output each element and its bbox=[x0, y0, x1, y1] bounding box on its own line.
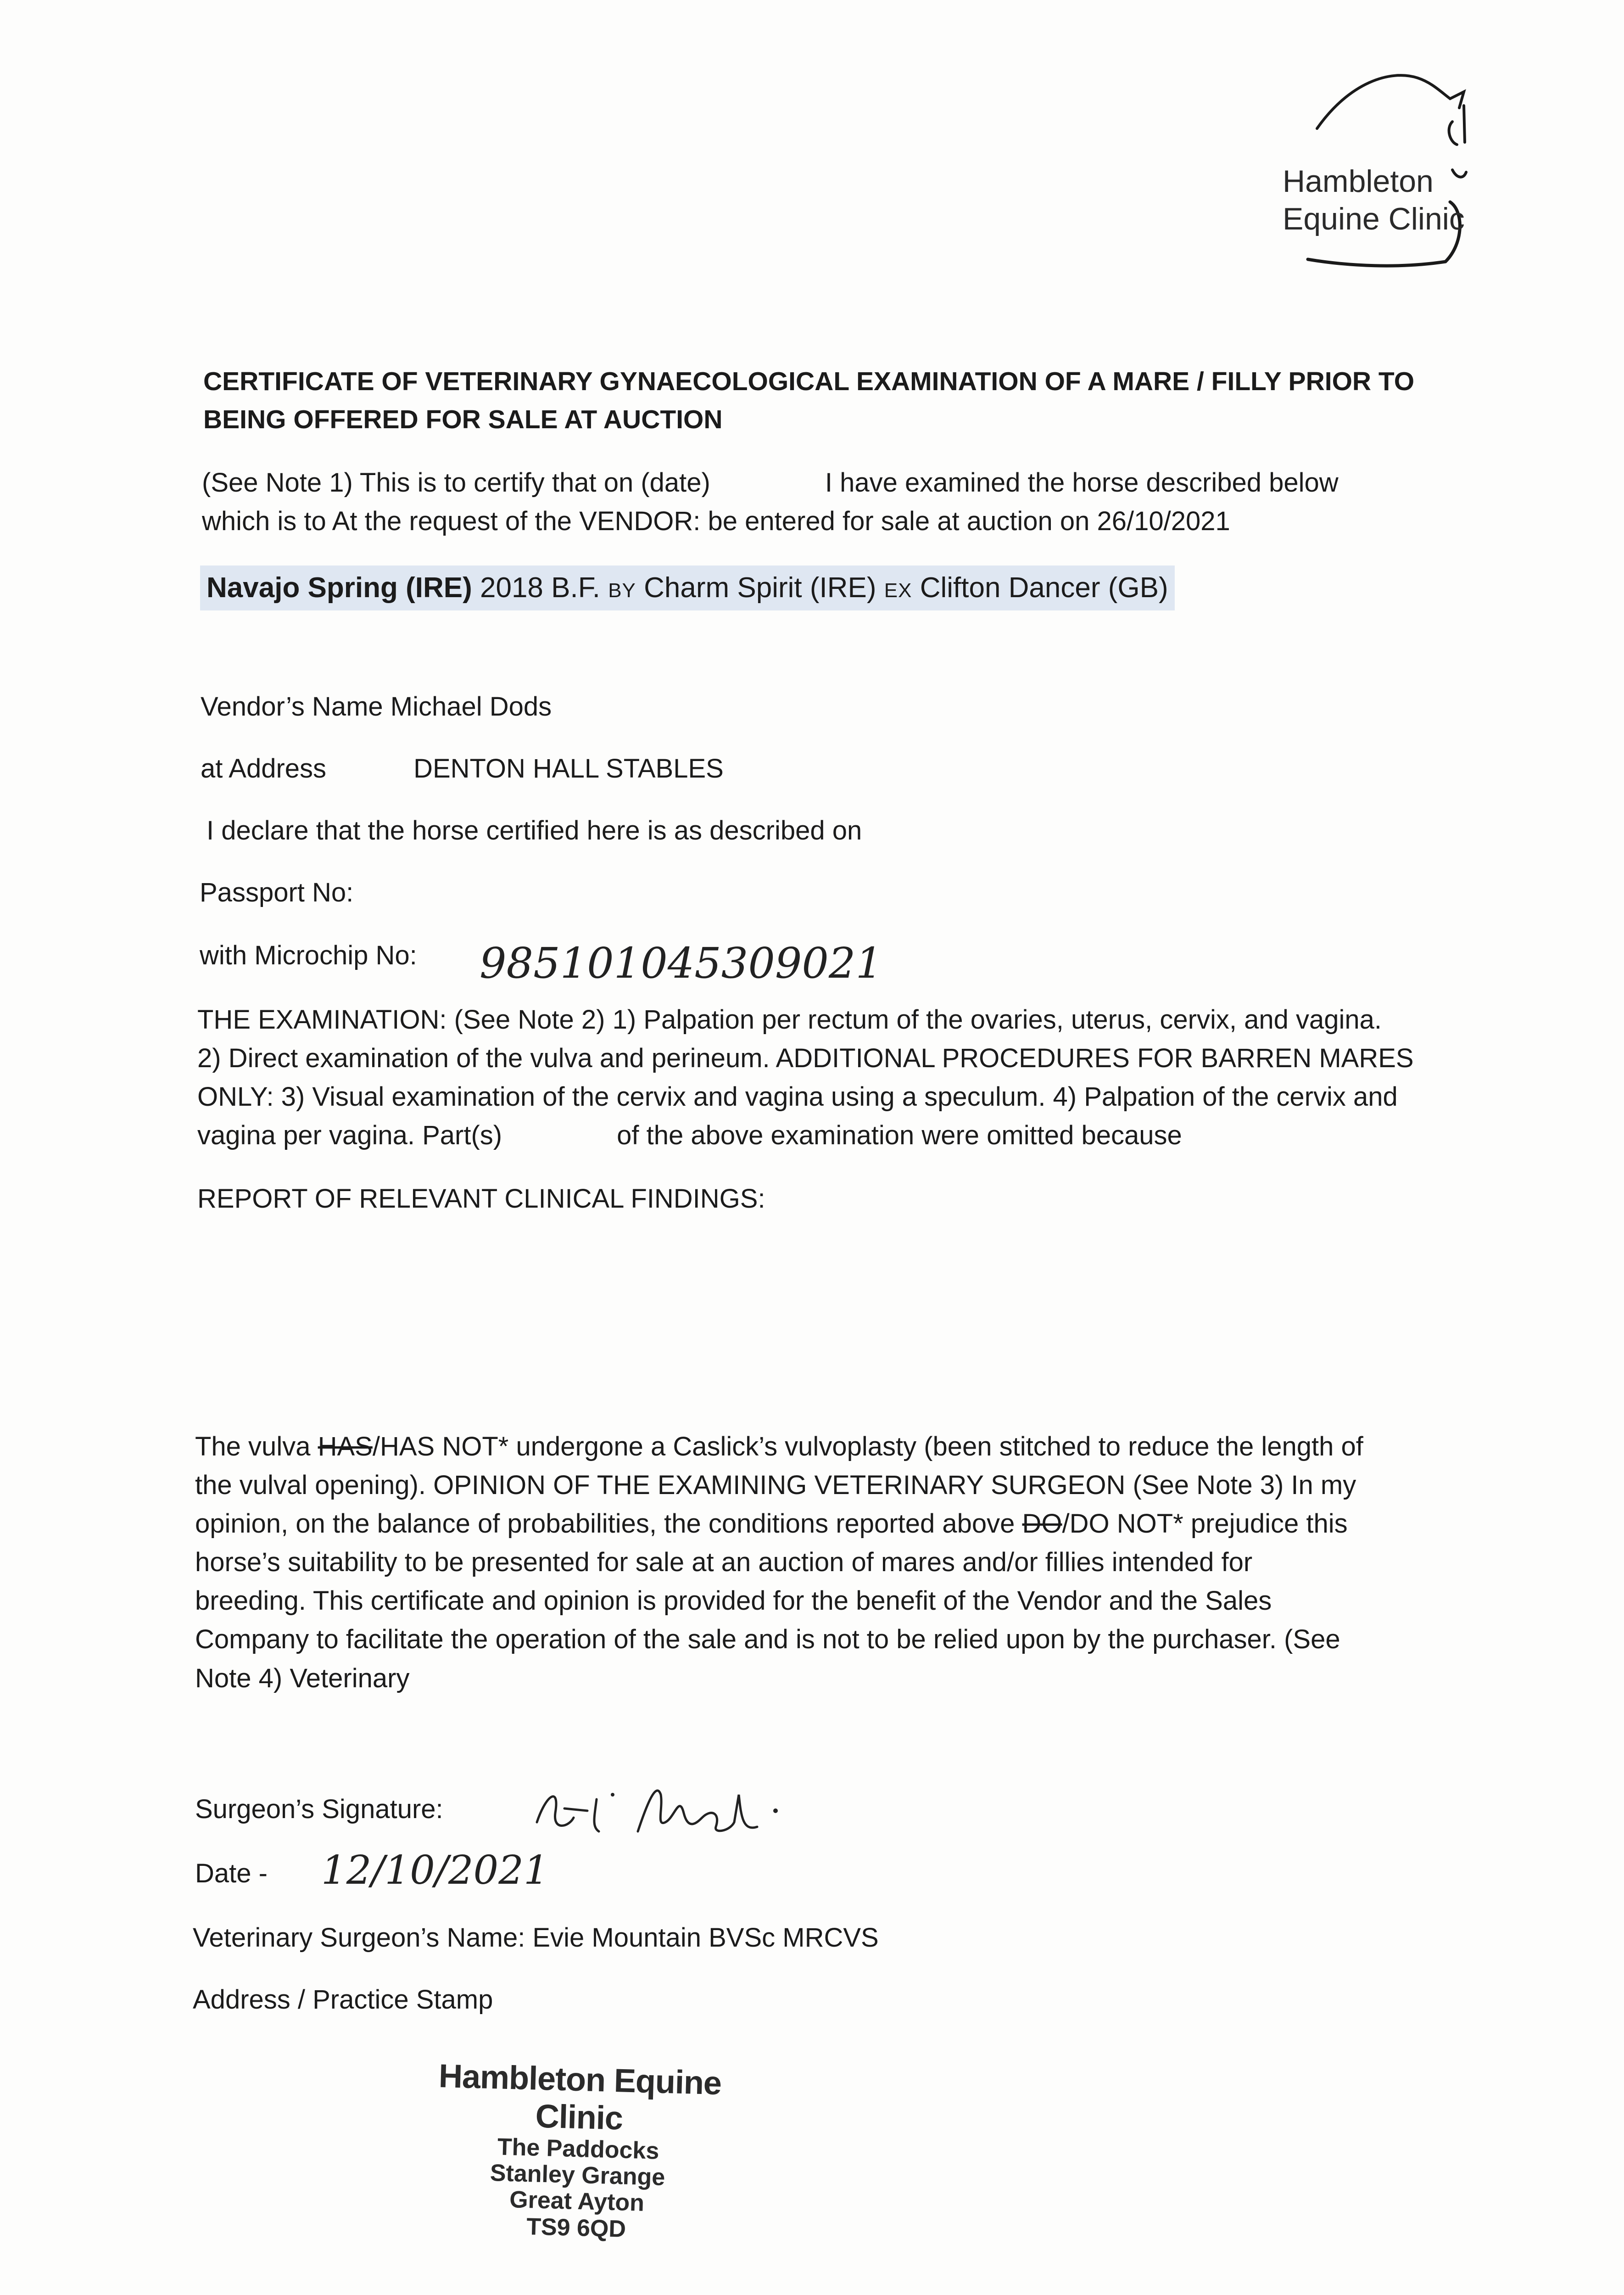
practice-stamp bbox=[392, 2056, 764, 2246]
opinion-l6: Company to facilitate the operation of the sale and is not to be relied upon by the purchaser. (See bbox=[195, 1624, 1340, 1655]
logo-line-1: Hambleton bbox=[1283, 164, 1434, 199]
horse-description bbox=[200, 565, 1175, 610]
stamp-line-3: Stanley Grange bbox=[490, 2160, 666, 2191]
microchip-value: 985101045309021 bbox=[480, 939, 882, 988]
horse-details: 2018 B.F. bbox=[480, 572, 600, 604]
opinion-l3a: opinion, on the balance of probabilities, the conditions reported above bbox=[195, 1509, 1015, 1539]
vendor-name-line bbox=[201, 688, 552, 726]
vendor-address-value: DENTON HALL STABLES bbox=[413, 754, 724, 784]
opinion-struck-has: HAS bbox=[318, 1432, 373, 1461]
exam-line-4a: vagina per vagina. Part(s) bbox=[197, 1120, 502, 1151]
opinion-l2: the vulval opening). OPINION OF THE EXAMINING VETERINARY SURGEON (See Note 3) In my bbox=[195, 1470, 1356, 1500]
signature-label: Surgeon’s Signature: bbox=[195, 1794, 443, 1824]
stamp-line-5: TS9 6QD bbox=[526, 2213, 626, 2243]
intro-paragraph bbox=[202, 464, 1441, 541]
horse-sire: Charm Spirit (IRE) bbox=[644, 572, 876, 604]
ex-label: EX bbox=[884, 579, 912, 602]
opinion-l4: horse’s suitability to be presented for sale at an auction of mares and/or fillies intended for bbox=[195, 1547, 1253, 1578]
stamp-line-1: Hambleton Equine Clinic bbox=[438, 2058, 722, 2137]
passport-label: Passport No: bbox=[200, 878, 354, 907]
surgeon-name: Veterinary Surgeon’s Name: Evie Mountain BVSc MRCVS bbox=[193, 1923, 879, 1953]
logo-line-2: Equine Clinic bbox=[1283, 201, 1465, 236]
date-value: 12/10/2021 bbox=[321, 1847, 549, 1893]
vendor-name-value: Michael Dods bbox=[390, 692, 552, 722]
opinion-paragraph bbox=[195, 1427, 1462, 1698]
opinion-struck-do: DO bbox=[1022, 1509, 1062, 1539]
exam-line-4b: of the above examination were omitted because bbox=[617, 1120, 1182, 1151]
exam-line-2: 2) Direct examination of the vulva and perineum. ADDITIONAL PROCEDURES FOR BARREN MARES bbox=[197, 1043, 1414, 1074]
opinion-l1b: /HAS NOT* undergone a Caslick’s vulvoplasty (been stitched to reduce the length of bbox=[372, 1432, 1363, 1461]
vendor-address-line bbox=[201, 750, 724, 788]
by-label: BY bbox=[608, 579, 636, 602]
date-label: Date - bbox=[195, 1858, 268, 1888]
title-line-2: BEING OFFERED FOR SALE AT AUCTION bbox=[203, 404, 723, 434]
stamp-label: Address / Practice Stamp bbox=[193, 1985, 493, 2015]
opinion-l3b: /DO NOT* prejudice this bbox=[1062, 1509, 1348, 1539]
intro-line-2: which is to At the request of the VENDOR: be entered for sale at auction on 26/10/2021 bbox=[202, 506, 1230, 537]
signature-image bbox=[519, 1767, 794, 1850]
examination-paragraph bbox=[197, 1001, 1464, 1155]
logo-text bbox=[1283, 163, 1465, 238]
horse-name: Navajo Spring (IRE) bbox=[206, 572, 472, 604]
opinion-l5: breeding. This certificate and opinion is provided for the benefit of the Vendor and the Sales bbox=[195, 1586, 1272, 1616]
horse-dam: Clifton Dancer (GB) bbox=[920, 572, 1168, 604]
opinion-l1a: The vulva bbox=[195, 1432, 311, 1461]
vendor-name-label: Vendor’s Name bbox=[201, 692, 383, 722]
intro-part-2: I have examined the horse described below bbox=[825, 468, 1339, 498]
exam-line-1: THE EXAMINATION: (See Note 2) 1) Palpation per rectum of the ovaries, uterus, cervix, and vagina. bbox=[197, 1005, 1382, 1035]
report-label: REPORT OF RELEVANT CLINICAL FINDINGS: bbox=[197, 1184, 765, 1214]
declaration: I declare that the horse certified here is as described on bbox=[206, 816, 862, 845]
exam-line-3: ONLY: 3) Visual examination of the cervix and vagina using a speculum. 4) Palpation of the cervix and bbox=[197, 1082, 1398, 1112]
opinion-l7: Note 4) Veterinary bbox=[195, 1663, 410, 1693]
stamp-line-4: Great Ayton bbox=[509, 2186, 645, 2217]
certificate-title bbox=[203, 363, 1414, 438]
title-line-1: CERTIFICATE OF VETERINARY GYNAECOLOGICAL EXAMINATION OF A MARE / FILLY PRIOR TO bbox=[203, 367, 1415, 396]
stamp-line-2: The Paddocks bbox=[497, 2133, 660, 2165]
microchip-label: with Microchip No: bbox=[200, 940, 417, 970]
vendor-address-label: at Address bbox=[201, 754, 327, 784]
intro-part-1: (See Note 1) This is to certify that on (date) bbox=[202, 468, 710, 498]
